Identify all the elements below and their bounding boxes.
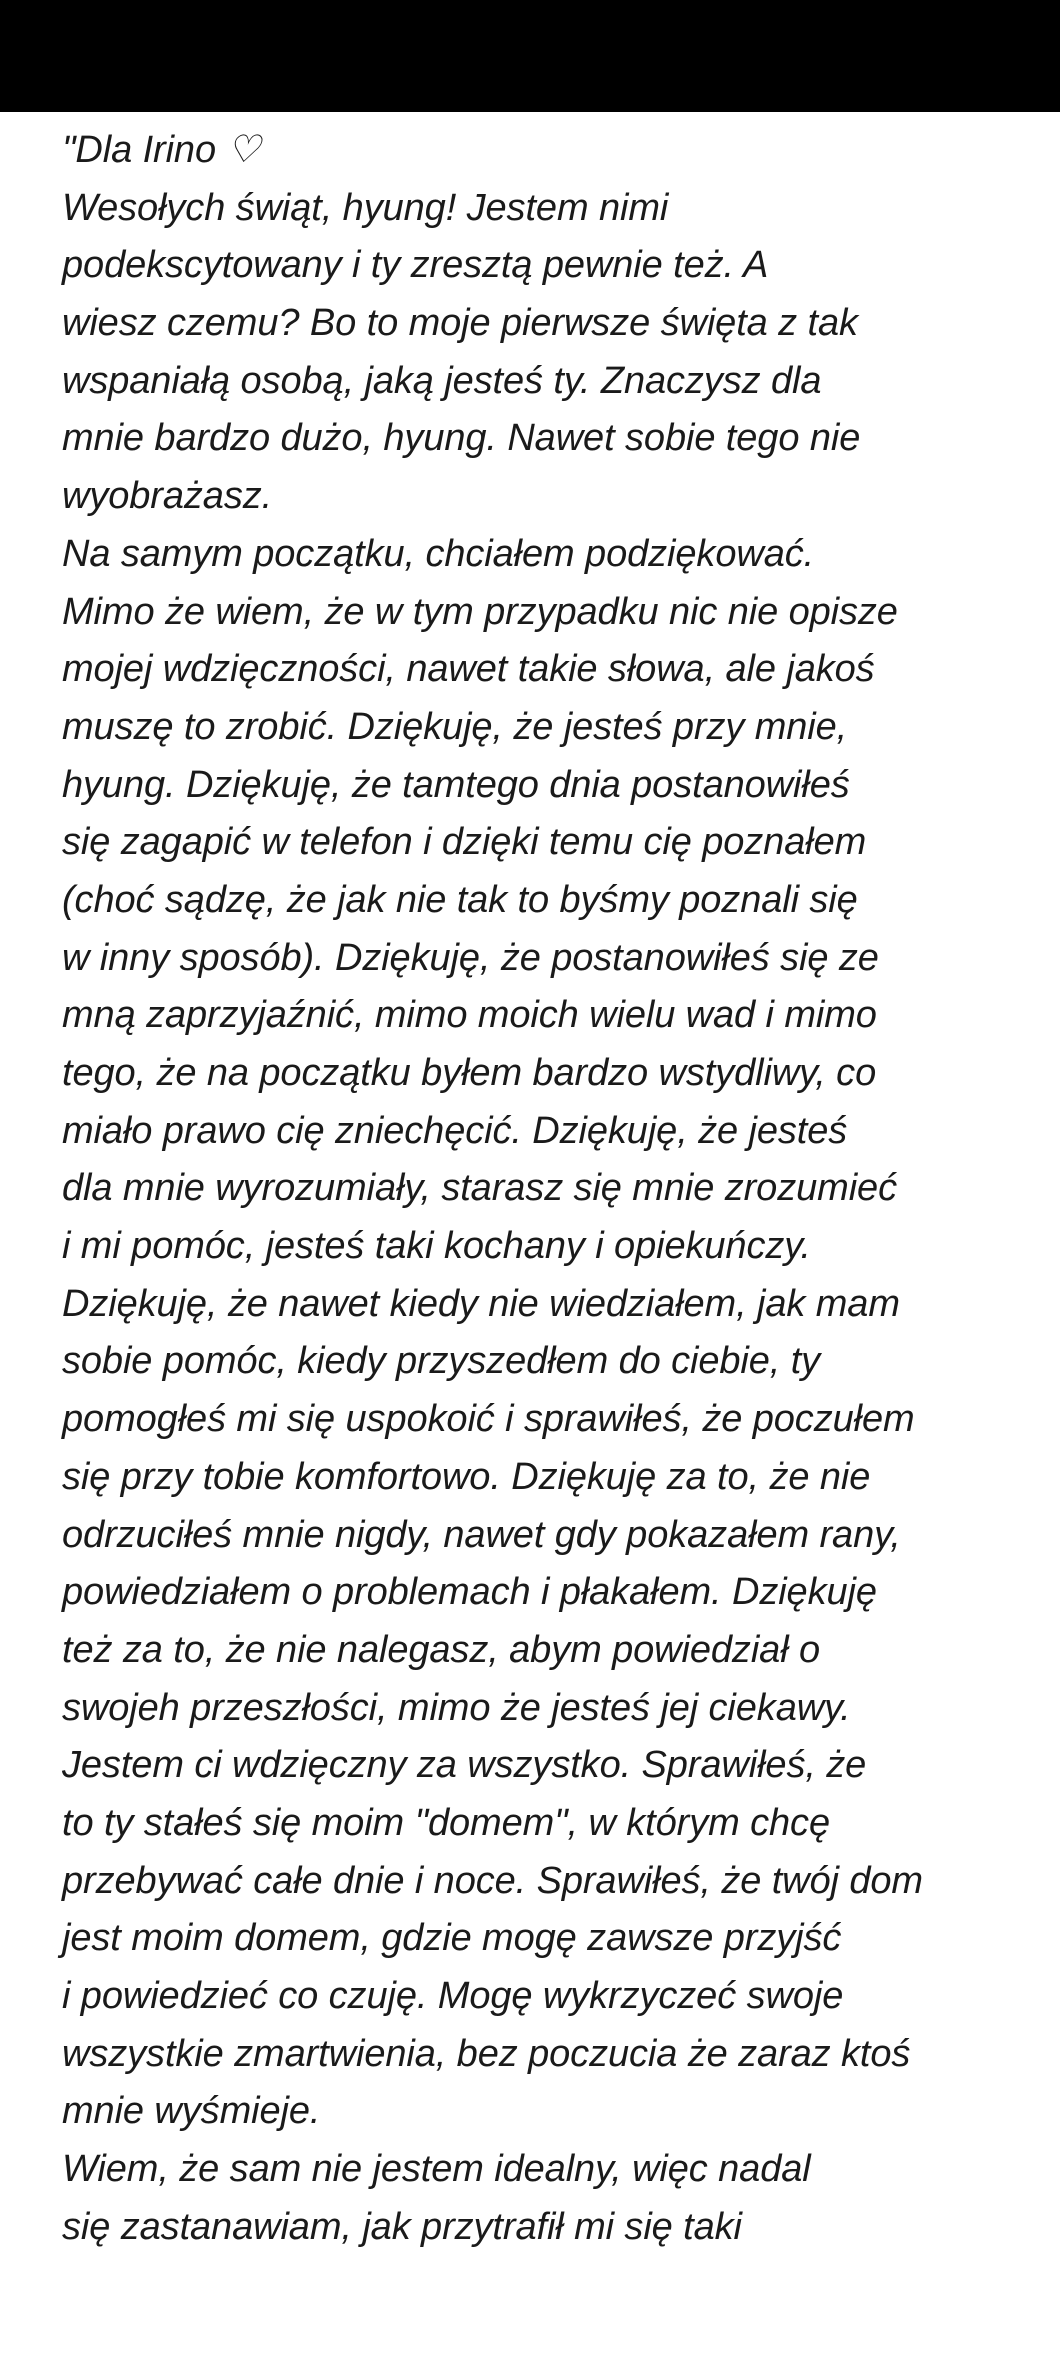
text-line: Wesołych świąt, hyung! Jestem nimi <box>62 186 669 229</box>
status-bar <box>0 0 1060 112</box>
text-line: Jestem ci wdzięczny za wszystko. Sprawiłeś, że <box>62 1744 867 1787</box>
text-line: podekscytowany i ty zresztą pewnie też. A <box>62 244 769 287</box>
text-line: i mi pomóc, jesteś taki kochany i opiekuńczy. <box>62 1225 811 1268</box>
text-line: jest moim domem, gdzie mogę zawsze przyjść <box>62 1917 842 1960</box>
text-line: sobie pomóc, kiedy przyszedłem do ciebie, ty <box>62 1340 821 1383</box>
text-line: Dziękuję, że nawet kiedy nie wiedziałem, jak mam <box>62 1282 900 1325</box>
text-line: miało prawo cię zniechęcić. Dziękuję, że jesteś <box>62 1109 848 1152</box>
text-line: się zastanawiam, jak przytrafił mi się taki <box>62 2205 742 2248</box>
text-line: Na samym początku, chciałem podziękować. <box>62 532 815 575</box>
text-line: hyung. Dziękuję, że tamtego dnia postanowiłeś <box>62 763 850 806</box>
text-line: tego, że na początku byłem bardzo wstydliwy, co <box>62 1052 877 1094</box>
text-line: mnie wyśmieje. <box>62 2090 321 2133</box>
text-line: odrzuciłeś mnie nigdy, nawet gdy pokazałem rany, <box>62 1513 901 1556</box>
text-line: swojeh przeszłości, mimo że jesteś jej ciekawy. <box>62 1686 851 1729</box>
text-line: Mimo że wiem, że w tym przypadku nic nie opisze <box>62 590 898 633</box>
text-line: "Dla Irino ♡ <box>62 129 261 171</box>
note-text <box>62 122 1042 2256</box>
text-line: pomogłeś mi się uspokoić i sprawiłeś, że poczułem <box>62 1398 915 1441</box>
text-line: w inny sposób). Dziękuję, że postanowiłeś się ze <box>62 936 879 979</box>
text-line: wszystkie zmartwienia, bez poczucia że zaraz ktoś <box>62 2032 911 2075</box>
text-line: mnie bardzo dużo, hyung. Nawet sobie tego nie <box>62 417 861 460</box>
text-line: powiedziałem o problemach i płakałem. Dziękuję <box>62 1571 877 1614</box>
text-line: wspaniałą osobą, jaką jesteś ty. Znaczysz dla <box>62 359 822 402</box>
text-line: wiesz czemu? Bo to moje pierwsze święta z tak <box>62 302 858 345</box>
text-line: mną zaprzyjaźnić, mimo moich wielu wad i mimo <box>62 994 877 1037</box>
text-line: i powiedzieć co czuję. Mogę wykrzyczeć swoje <box>62 1975 844 2017</box>
text-line: to ty stałeś się moim "domem", w którym chcę <box>62 1801 830 1844</box>
text-line: wyobrażasz. <box>62 475 273 518</box>
text-line: też za to, że nie nalegasz, abym powiedział o <box>62 1628 821 1671</box>
text-line: Wiem, że sam nie jestem idealny, więc nadal <box>62 2148 811 2191</box>
text-line: mojej wdzięczności, nawet takie słowa, ale jakoś <box>62 648 875 691</box>
text-line: dla mnie wyrozumiały, starasz się mnie zrozumieć <box>62 1167 897 1210</box>
text-line: przebywać całe dnie i noce. Sprawiłeś, że twój dom <box>62 1859 923 1902</box>
text-line: (choć sądzę, że jak nie tak to byśmy poznali się <box>62 878 858 921</box>
text-line: się zagapić w telefon i dzięki temu cię poznałem <box>62 821 867 864</box>
text-line: muszę to zrobić. Dziękuję, że jesteś przy mnie, <box>62 705 848 748</box>
text-line: się przy tobie komfortowo. Dziękuję za to, że nie <box>62 1455 871 1498</box>
